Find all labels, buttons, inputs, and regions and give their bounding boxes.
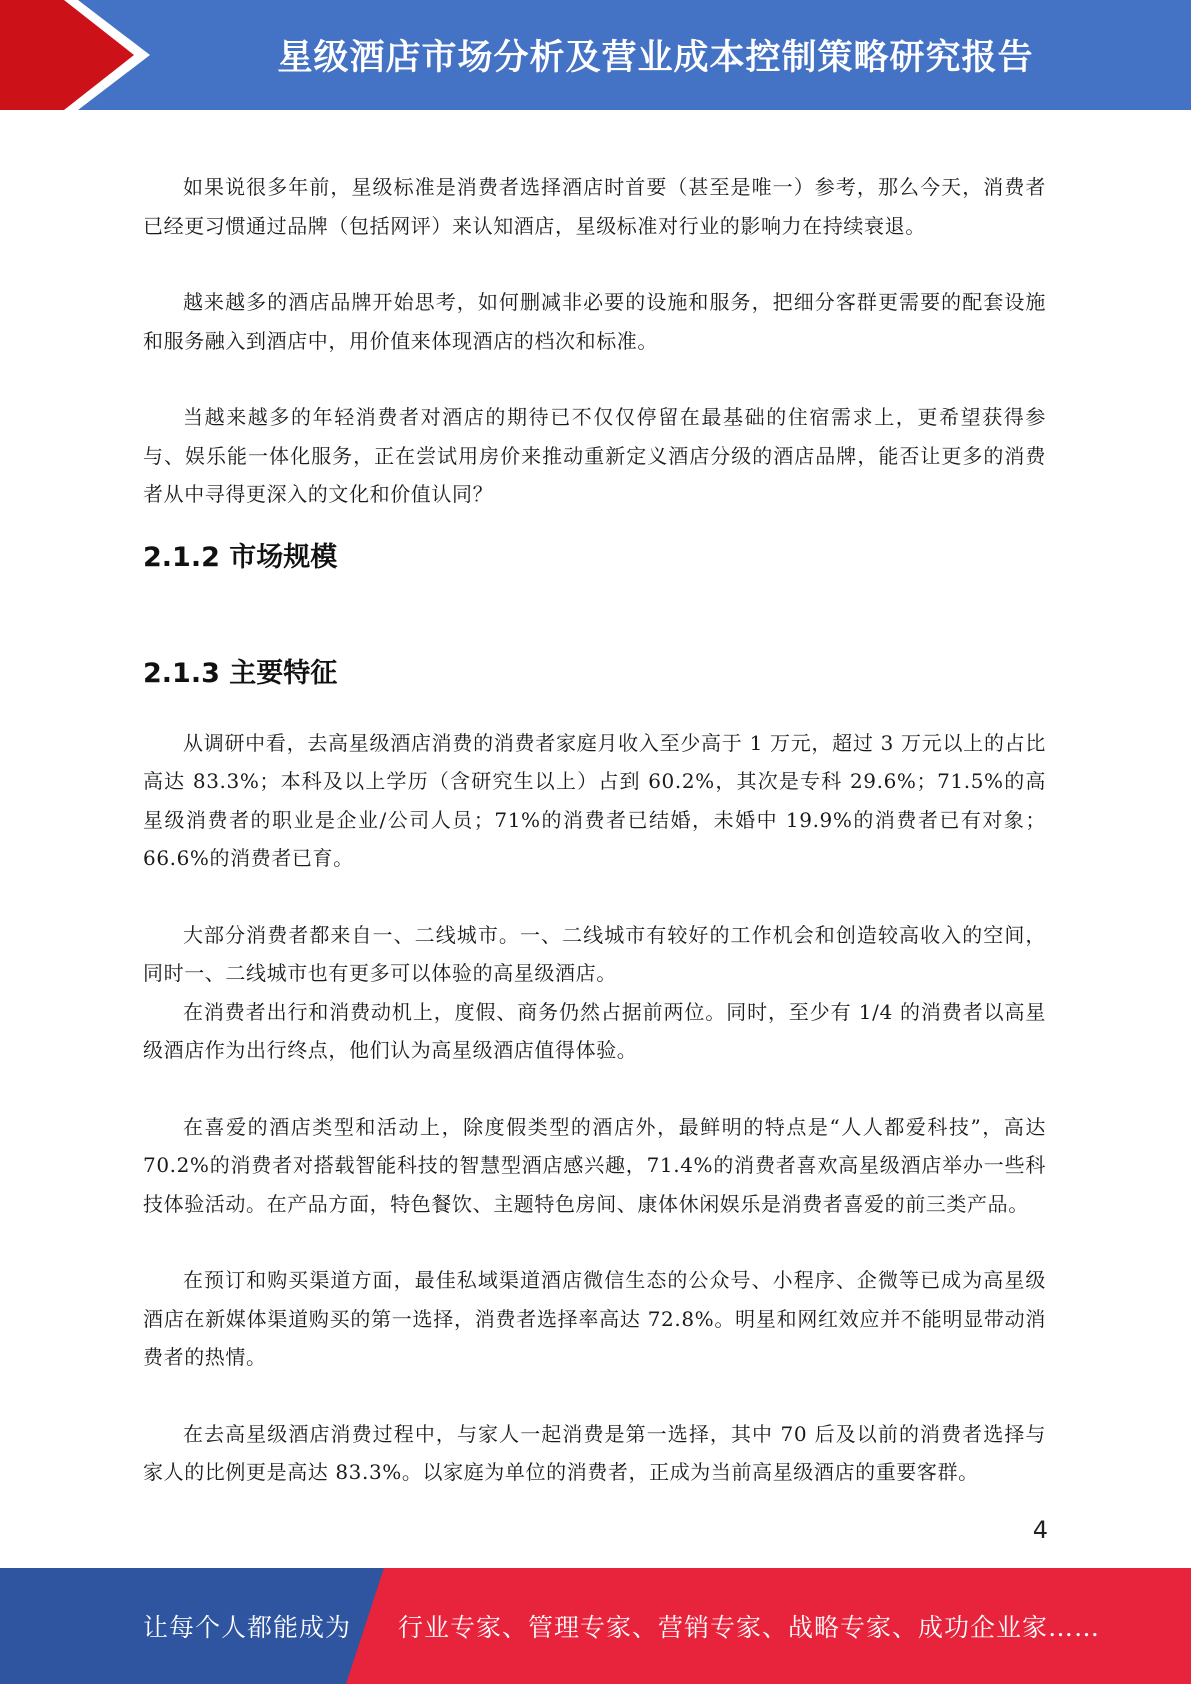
paragraph-survey-findings: 从调研中看，去高星级酒店消费的消费者家庭月收入至少高于 1 万元，超过 3 万元以上的占比高达 83.3%；本科及以上学历（含研究生以上）占到 60.2%，其次是专科 29.6%；71.5%的高星级消费者的职业是企业/公司人员；71%的消费者已结婚，未婚中 19.9%的消费者已有对象；66.6%的消费者已育。 [143, 730, 1046, 870]
paragraph-booking-channels: 在预订和购买渠道方面，最佳私域渠道酒店微信生态的公众号、小程序、企微等已成为高星级酒店在新媒体渠道购买的第一选择，消费者选择率高达 72.8%。明星和网红效应并不能明显带动消费者的热情。 [143, 1268, 1046, 1369]
paragraph-family-consumption: 在去高星级酒店消费过程中，与家人一起消费是第一选择，其中 70 后及以前的消费者选择与家人的比例更是高达 83.3%。以家庭为单位的消费者，正成为当前高星级酒店的重要客群。 [143, 1421, 1046, 1484]
page-number: 4 [1032, 1516, 1048, 1544]
page-header [0, 0, 1191, 110]
page-footer [0, 1568, 1191, 1684]
paragraph-travel-motivation: 在消费者出行和消费动机上，度假、商务仍然占据前两位。同时，至少有 1/4 的消费者以高星级酒店作为出行终点，他们认为高星级酒店值得体验。 [143, 999, 1046, 1062]
footer-slogan-right: 行业专家、管理专家、营销专家、战略专家、成功企业家…… [398, 1613, 1101, 1642]
paragraph-technology-preference: 在喜爱的酒店类型和活动上，除度假类型的酒店外，最鲜明的特点是“人人都爱科技”，高达70.2%的消费者对搭载智能科技的智慧型酒店感兴趣，71.4%的消费者喜欢高星级酒店举办一些科技体验活动。在产品方面，特色餐饮、主题特色房间、康体休闲娱乐是消费者喜爱的前三类产品。 [143, 1114, 1046, 1216]
footer-slogan-left: 让每个人都能成为 [143, 1613, 352, 1642]
paragraph-city-tiers: 大部分消费者都来自一、二线城市。一、二线城市有较好的工作机会和创造较高收入的空间，同时一、二线城市也有更多可以体验的高星级酒店。 [143, 922, 1046, 985]
report-title: 星级酒店市场分析及营业成本控制策略研究报告 [277, 38, 1034, 78]
section-heading-market-size: 2.1.2 市场规模 [143, 541, 338, 573]
paragraph-star-standard: 如果说很多年前，星级标准是消费者选择酒店时首要（甚至是唯一）参考，那么今天，消费者已经更习惯通过品牌（包括网评）来认知酒店，星级标准对行业的影响力在持续衰退。 [143, 175, 1046, 238]
page-body [143, 168, 1046, 1492]
paragraph-brand-thinking: 越来越多的酒店品牌开始思考，如何删减非必要的设施和服务，把细分客群更需要的配套设施和服务融入到酒店中，用价值来体现酒店的档次和标准。 [143, 290, 1046, 353]
paragraph-young-consumers: 当越来越多的年轻消费者对酒店的期待已不仅仅停留在最基础的住宿需求上，更希望获得参与、娱乐能一体化服务，正在尝试用房价来推动重新定义酒店分级的酒店品牌，能否让更多的消费者从中寻得更深入的文化和价值认同？ [143, 405, 1046, 506]
section-heading-main-features: 2.1.3 主要特征 [143, 657, 338, 689]
